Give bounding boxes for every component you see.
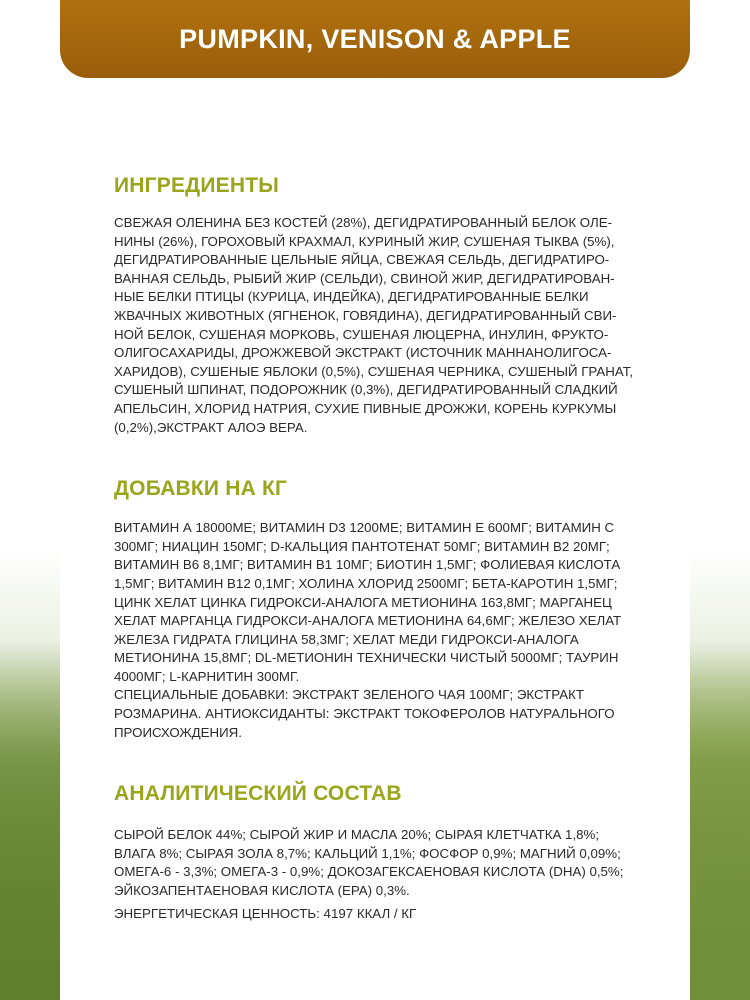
additives-heading: ДОБАВКИ НА КГ bbox=[114, 477, 288, 501]
info-card bbox=[60, 130, 690, 1000]
energy-value-text: ЭНЕРГЕТИЧЕСКАЯ ЦЕННОСТЬ: 4197 ККАЛ / КГ bbox=[114, 905, 417, 921]
product-title: PUMPKIN, VENISON & APPLE bbox=[179, 23, 571, 54]
title-banner bbox=[60, 0, 690, 78]
ingredients-text: СВЕЖАЯ ОЛЕНИНА БЕЗ КОСТЕЙ (28%), ДЕГИДРАТИРОВАННЫЙ БЕЛОК ОЛЕ- НИНЫ (26%), ГОРОХОВЫЙ КРАХМАЛ, КУРИНЫЙ ЖИР, СУШЕНАЯ ТЫКВА (5%), ДЕГИДРАТИРОВАННЫЕ ЦЕЛЬНЫЕ ЯЙЦА, СВЕЖАЯ СЕЛЬДЬ, ДЕГИДРАТИРО- ВАННАЯ СЕЛЬДЬ, РЫБИЙ ЖИР (СЕЛЬДИ), СВИНОЙ ЖИР, ДЕГИДРАТИРОВАН- НЫЕ БЕЛКИ ПТИЦЫ (КУРИЦА, ИНДЕЙКА), ДЕГИДРАТИРОВАННЫЕ БЕЛКИ ЖВАЧНЫХ ЖИВОТНЫХ (ЯГНЕНОК, ГОВЯДИНА), ДЕГИДРАТИРОВАННЫЙ СВИ- НОЙ БЕЛОК, СУШЕНАЯ МОРКОВЬ, СУШЕНАЯ ЛЮЦЕРНА, ИНУЛИН, ФРУКТО- ОЛИГОСАХАРИДЫ, ДРОЖЖЕВОЙ ЭКСТРАКТ (ИСТОЧНИК МАННАНОЛИГОСА- ХАРИДОВ), СУШЕНЫЕ ЯБЛОКИ (0,5%), СУШЕНАЯ ЧЕРНИКА, СУШЕНЫЙ ГРАНАТ, СУШЕНЫЙ ШПИНАТ, ПОДОРОЖНИК (0,3%), ДЕГИДРАТИРОВАННЫЙ СЛАДКИЙ АПЕЛЬСИН, ХЛОРИД НАТРИЯ, СУХИЕ ПИВНЫЕ ДРОЖЖИ, КОРЕНЬ КУРКУМЫ (0,2%),ЭКСТРАКТ АЛОЭ ВЕРА. bbox=[114, 215, 634, 435]
analysis-heading: АНАЛИТИЧЕСКИЙ СОСТАВ bbox=[114, 782, 402, 806]
meadow-background-right bbox=[680, 640, 750, 1000]
ingredients-heading: ИНГРЕДИЕНТЫ bbox=[114, 174, 279, 197]
analysis-text: СЫРОЙ БЕЛОК 44%; СЫРОЙ ЖИР И МАСЛА 20%; СЫРАЯ КЛЕТЧАТКА 1,8%; ВЛАГА 8%; СЫРАЯ ЗОЛА 8,7%; КАЛЬЦИЙ 1,1%; ФОСФОР 0,9%; МАГНИЙ 0,09%; ОМЕГА-6 - 3,3%; ОМЕГА-3 - 0,9%; ДОКОЗАГЕКСАЕНОВАЯ КИСЛОТА (DHA) 0,5%; ЭЙКОЗАПЕНТАЕНОВАЯ КИСЛОТА (EPA) 0,3%. bbox=[114, 827, 624, 899]
additives-text: ВИТАМИН А 18000МЕ; ВИТАМИН D3 1200МЕ; ВИТАМИН Е 600МГ; ВИТАМИН С 300МГ; НИАЦИН 150МГ; D-КАЛЬЦИЯ ПАНТОТЕНАТ 50МГ; ВИТАМИН В2 20МГ; ВИТАМИН В6 8,1МГ; ВИТАМИН В1 10МГ; БИОТИН 1,5МГ; ФОЛИЕВАЯ КИСЛОТА 1,5МГ; ВИТАМИН В12 0,1МГ; ХОЛИНА ХЛОРИД 2500МГ; БЕТА-КАРОТИН 1,5МГ; ЦИНК ХЕЛАТ ЦИНКА ГИДРОКСИ-АНАЛОГА МЕТИОНИНА 163,8МГ; МАРГАНЕЦ ХЕЛАТ МАРГАНЦА ГИДРОКСИ-АНАЛОГА МЕТИОНИНА 64,6МГ; ЖЕЛЕЗО ХЕЛАТ ЖЕЛЕЗА ГИДРАТА ГЛИЦИНА 58,3МГ; ХЕЛАТ МЕДИ ГИДРОКСИ-АНАЛОГА МЕТИОНИНА 15,8МГ; DL-МЕТИОНИН ТЕХНИЧЕСКИ ЧИСТЫЙ 5000МГ; ТАУРИН 4000МГ; L-КАРНИТИН 300МГ. СПЕЦИАЛЬНЫЕ ДОБАВКИ: ЭКСТРАКТ ЗЕЛЕНОГО ЧАЯ 100МГ; ЭКСТРАКТ РОЗМАРИНА. АНТИОКСИДАНТЫ: ЭКСТРАКТ ТОКОФЕРОЛОВ НАТУРАЛЬНОГО ПРОИСХОЖДЕНИЯ. bbox=[114, 520, 622, 740]
